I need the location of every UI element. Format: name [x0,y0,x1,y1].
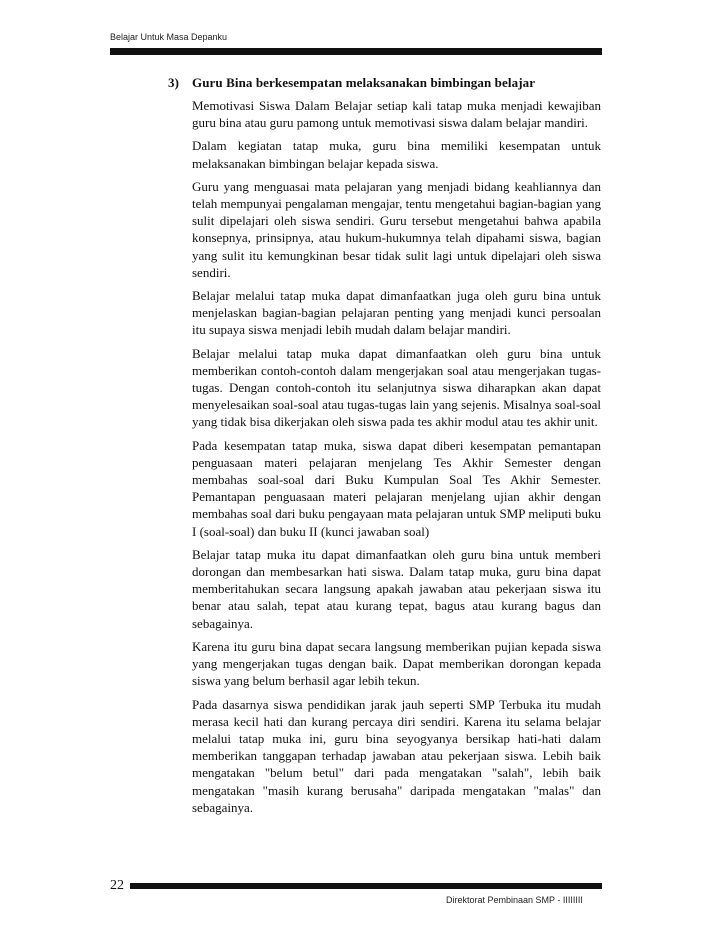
running-header: Belajar Untuk Masa Depanku [110,32,228,42]
paragraph: Pada kesempatan tatap muka, siswa dapat diberi kesempatan pemantapan penguasaan materi pelajaran menjelang Tes Akhir Semester dengan membahas soal-soal dari Buku Kumpulan Soal Tes Akhir Semester. Pemantapan penguasaan materi pelajaran menjelang ujian akhir dengan membahas soal dari buku pengayaan mata pelajaran untuk SMP meliputi buku I (soal-soal) dan buku II (kunci jawaban soal) [192,437,601,539]
page-number: 22 [110,878,124,893]
paragraph: Belajar tatap muka itu dapat dimanfaatkan oleh guru bina untuk memberi dorongan dan membesarkan hati siswa. Dalam tatap muka, guru bina dapat memberitahukan secara langsung apakah jawaban atau pekerjaan siswa itu benar atau salah, tepat atau kurang tepat, bagus atau kurang bagus dan sebagainya. [192,546,601,631]
paragraph: Pada dasarnya siswa pendidikan jarak jauh seperti SMP Terbuka itu mudah merasa kecil hati dan kurang percaya diri sendiri. Karena itu selama belajar melalui tatap muka ini, guru bina seyogyanya bersikap hati-hati dalam memberikan tanggapan terhadap jawaban atau pekerjaan siswa. Lebih baik mengatakan "belum betul" dari pada mengatakan "salah", lebih baik mengatakan "masih kurang berusaha" daripada mengatakan "malas" dan sebagainya. [192,696,601,815]
paragraph: Memotivasi Siswa Dalam Belajar setiap kali tatap muka menjadi kewajiban guru bina atau guru pamong untuk memotivasi siswa dalam belajar mandiri. [192,98,601,131]
paragraph: Karena itu guru bina dapat secara langsung memberikan pujian kepada siswa yang mengerjakan tugas dengan baik. Dapat memberikan dorongan kepada siswa yang belum berhasil agar lebih tekun. [192,638,601,689]
paragraph: Belajar melalui tatap muka dapat dimanfaatkan oleh guru bina untuk memberikan contoh-contoh dalam mengerjakan soal atau mengerjakan tugas-tugas. Dengan contoh-contoh itu selanjutnya siswa diharapkan akan dapat menyelesaikan soal-soal atau tugas-tugas lain yang sejenis. Misalnya soal-soal yang tidak bisa dikerjakan oleh siswa pada tes akhir modul atau tes akhir unit. [192,345,601,430]
footer-text: Direktorat Pembinaan SMP - IIIIIIII [446,895,583,905]
paragraph: Guru yang menguasai mata pelajaran yang menjadi bidang keahliannya dan telah mempunyai pengalaman mengajar, tentu mengetahui bagian-bagian yang sulit dipelajari oleh siswa sendiri. Guru tersebut mengetahui bahwa apabila konsepnya, prinsipnya, atau hukum-hukumnya telah dipahami siswa, bagian yang sulit itu kemungkinan besar tidak sulit lagi untuk dipelajari oleh siswa sendiri. [192,178,601,280]
section-title: Guru Bina berkesempatan melaksanakan bimbingan belajar [192,75,536,90]
section-heading [168,75,608,91]
section-number: 3) [168,75,180,90]
body-content [192,97,601,822]
paragraph: Belajar melalui tatap muka dapat dimanfaatkan juga oleh guru bina untuk menjelaskan bagian-bagian pelajaran penting yang menjadi kunci persoalan itu supaya siswa menjadi lebih mudah dalam belajar mandiri. [192,288,601,338]
footer-rule [130,883,602,889]
paragraph: Dalam kegiatan tatap muka, guru bina memiliki kesempatan untuk melaksanakan bimbingan belajar kepada siswa. [192,138,601,171]
header-rule [110,48,602,55]
